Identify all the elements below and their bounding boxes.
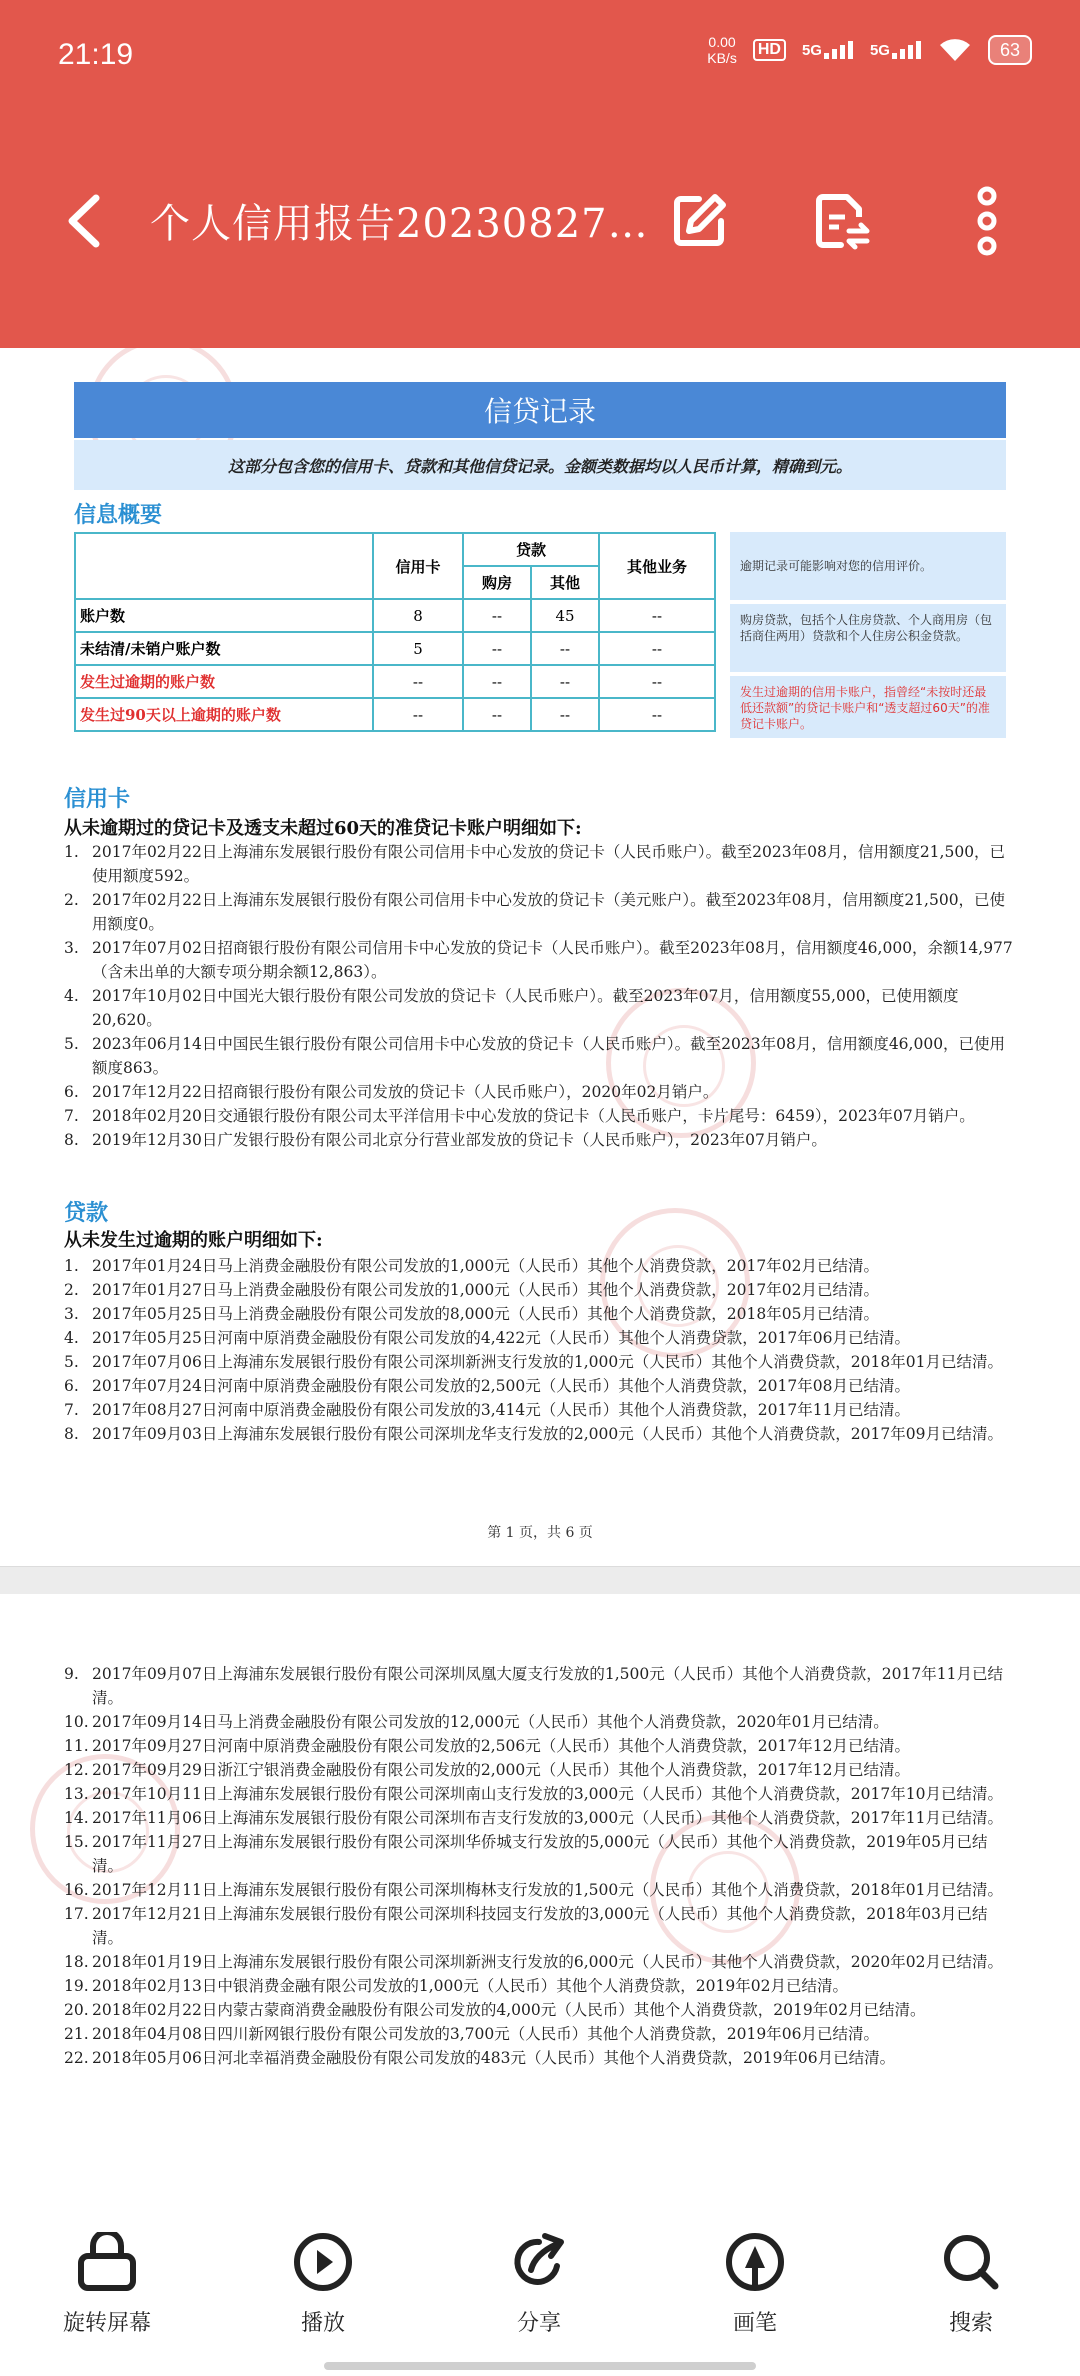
list-item-text: 2017年10月11日上海浦东发展银行股份有限公司深圳南山支行发放的3,000元（人民币）其他个人消费贷款，2017年10月已结清。 (92, 1785, 1003, 1803)
list-item: 8. 2017年09月03日上海浦东发展银行股份有限公司深圳龙华支行发放的2,000元（人民币）其他个人消费贷款，2017年09月已结清。 (64, 1422, 1014, 1446)
pen-button[interactable] (680, 2232, 830, 2337)
cell-other: -- (531, 665, 599, 698)
share-icon (509, 2232, 569, 2292)
net-speed-value: 0.00 (708, 34, 736, 50)
table-row (75, 665, 715, 698)
home-indicator[interactable] (324, 2362, 756, 2370)
cell-housing: -- (463, 632, 531, 665)
cell-other-business: -- (599, 632, 715, 665)
list-item-text: 2017年01月24日马上消费金融股份有限公司发放的1,000元（人民币）其他个人消费贷款，2017年02月已结清。 (92, 1257, 879, 1275)
list-item: 7. 2017年08月27日河南中原消费金融股份有限公司发放的3,414元（人民币）其他个人消费贷款，2017年11月已结清。 (64, 1398, 1014, 1422)
list-item-text: 2017年11月27日上海浦东发展银行股份有限公司深圳华侨城支行发放的5,000元（人民币）其他个人消费贷款，2019年05月已结清。 (92, 1833, 988, 1875)
list-item-text: 2023年06月14日中国民生银行股份有限公司信用卡中心发放的贷记卡（人民币账户）。截至2023年08月，信用额度46,000，已使用额度863。 (92, 1035, 1006, 1077)
table-row (75, 632, 715, 665)
list-item: 6. 2017年12月22日招商银行股份有限公司发放的贷记卡（人民币账户），2020年02月销户。 (64, 1080, 1014, 1104)
list-item: 9. 2017年09月07日上海浦东发展银行股份有限公司深圳凤凰大厦支行发放的1,500元（人民币）其他个人消费贷款，2017年11月已结清。 (64, 1662, 1014, 1710)
row-label: 发生过逾期的账户数 (75, 665, 373, 698)
share-label: 分享 (516, 2311, 561, 2336)
list-item: 10. 2017年09月14日马上消费金融股份有限公司发放的12,000元（人民币）其他个人消费贷款，2020年01月已结清。 (64, 1710, 1014, 1734)
cell-other-business: -- (599, 698, 715, 731)
list-item-text: 2017年09月07日上海浦东发展银行股份有限公司深圳凤凰大厦支行发放的1,500元（人民币）其他个人消费贷款，2017年11月已结清。 (92, 1665, 1003, 1707)
cell-housing: -- (463, 599, 531, 632)
list-item-text: 2017年07月06日上海浦东发展银行股份有限公司深圳新洲支行发放的1,000元（人民币）其他个人消费贷款，2018年01月已结清。 (92, 1353, 1003, 1371)
back-arrow-icon (54, 186, 114, 256)
rotate-screen-button[interactable] (32, 2232, 182, 2337)
cell-other: 45 (531, 599, 599, 632)
list-item: 4. 2017年10月02日中国光大银行股份有限公司发放的贷记卡（人民币账户）。截至2023年07月，信用额度55,000，已使用额度20,620。 (64, 984, 1014, 1032)
list-item: 3. 2017年05月25日马上消费金融股份有限公司发放的8,000元（人民币）其他个人消费贷款，2018年05月已结清。 (64, 1302, 1014, 1326)
list-item-text: 2017年09月14日马上消费金融股份有限公司发放的12,000元（人民币）其他个人消费贷款，2020年01月已结清。 (92, 1713, 889, 1731)
cell-housing: -- (463, 698, 531, 731)
loan-list (64, 1254, 1014, 1446)
list-item-text: 2018年02月22日内蒙古蒙商消费金融股份有限公司发放的4,000元（人民币）其他个人消费贷款，2019年02月已结清。 (92, 2001, 926, 2019)
list-item: 22. 2018年05月06日河北幸福消费金融股份有限公司发放的483元（人民币）其他个人消费贷款，2019年06月已结清。 (64, 2046, 1014, 2070)
edit-icon (669, 191, 729, 251)
rotate-screen-icon (75, 2232, 139, 2292)
search-icon (941, 2232, 1001, 2292)
cell-credit-card: -- (373, 698, 463, 731)
credit-card-section-title: 信用卡 (64, 787, 131, 812)
credit-record-title: 信贷记录 (74, 382, 1006, 438)
list-item-text: 2019年12月30日广发银行股份有限公司北京分行营业部发放的贷记卡（人民币账户），2023年07月销户。 (92, 1131, 827, 1149)
share-button[interactable] (464, 2232, 614, 2337)
list-item: 5. 2023年06月14日中国民生银行股份有限公司信用卡中心发放的贷记卡（人民币账户）。截至2023年08月，信用额度46,000，已使用额度863。 (64, 1032, 1014, 1080)
list-item: 19. 2018年02月13日中银消费金融有限公司发放的1,000元（人民币）其他个人消费贷款，2019年02月已结清。 (64, 1974, 1014, 1998)
list-item-text: 2017年12月21日上海浦东发展银行股份有限公司深圳科技园支行发放的3,000元（人民币）其他个人消费贷款，2018年03月已结清。 (92, 1905, 988, 1947)
list-item: 1. 2017年02月22日上海浦东发展银行股份有限公司信用卡中心发放的贷记卡（人民币账户）。截至2023年08月，信用额度21,500，已使用额度592。 (64, 840, 1014, 888)
loan-section-heading: 从未发生过逾期的账户明细如下: (64, 1230, 323, 1251)
list-item: 4. 2017年05月25日河南中原消费金融股份有限公司发放的4,422元（人民币）其他个人消费贷款，2017年06月已结清。 (64, 1326, 1014, 1350)
list-item-text: 2017年07月24日河南中原消费金融股份有限公司发放的2,500元（人民币）其他个人消费贷款，2017年08月已结清。 (92, 1377, 910, 1395)
page-separator (0, 1566, 1080, 1594)
list-item: 8. 2019年12月30日广发银行股份有限公司北京分行营业部发放的贷记卡（人民币账户），2023年07月销户。 (64, 1128, 1014, 1152)
list-item: 5. 2017年07月06日上海浦东发展银行股份有限公司深圳新洲支行发放的1,000元（人民币）其他个人消费贷款，2018年01月已结清。 (64, 1350, 1014, 1374)
list-item: 16. 2017年12月11日上海浦东发展银行股份有限公司深圳梅林支行发放的1,500元（人民币）其他个人消费贷款，2018年01月已结清。 (64, 1878, 1014, 1902)
note-housing-loan: 购房贷款，包括个人住房贷款、个人商用房（包括商住两用）贷款和个人住房公积金贷款。 (730, 604, 1006, 672)
list-item-text: 2017年09月29日浙江宁银消费金融股份有限公司发放的2,000元（人民币）其他个人消费贷款，2017年12月已结清。 (92, 1761, 910, 1779)
list-item: 15. 2017年11月27日上海浦东发展银行股份有限公司深圳华侨城支行发放的5,000元（人民币）其他个人消费贷款，2019年05月已结清。 (64, 1830, 1014, 1878)
play-button[interactable] (248, 2232, 398, 2337)
list-item-text: 2018年02月13日中银消费金融有限公司发放的1,000元（人民币）其他个人消费贷款，2019年02月已结清。 (92, 1977, 848, 1995)
list-item: 11. 2017年09月27日河南中原消费金融股份有限公司发放的2,506元（人民币）其他个人消费贷款，2017年12月已结清。 (64, 1734, 1014, 1758)
list-item-text: 2018年01月19日上海浦东发展银行股份有限公司深圳新洲支行发放的6,000元（人民币）其他个人消费贷款，2020年02月已结清。 (92, 1953, 1003, 1971)
list-item-text: 2018年02月20日交通银行股份有限公司太平洋信用卡中心发放的贷记卡（人民币账户，卡片尾号：6459），2023年07月销户。 (92, 1107, 975, 1125)
summary-table (74, 532, 716, 732)
list-item: 20. 2018年02月22日内蒙古蒙商消费金融股份有限公司发放的4,000元（人民币）其他个人消费贷款，2019年02月已结清。 (64, 1998, 1014, 2022)
table-row (75, 599, 715, 632)
cell-credit-card: 8 (373, 599, 463, 632)
signal-sim2-icon (870, 41, 922, 59)
search-button[interactable] (896, 2232, 1046, 2337)
loan-list-continued (64, 1662, 1014, 2070)
list-item-text: 2017年09月03日上海浦东发展银行股份有限公司深圳龙华支行发放的2,000元（人民币）其他个人消费贷款，2017年09月已结清。 (92, 1425, 1003, 1443)
more-options-button[interactable] (952, 186, 1022, 256)
list-item-text: 2017年11月06日上海浦东发展银行股份有限公司深圳布吉支行发放的3,000元（人民币）其他个人消费贷款，2017年11月已结清。 (92, 1809, 1003, 1827)
sim1-label: 5G (801, 42, 822, 59)
list-item: 2. 2017年01月27日马上消费金融股份有限公司发放的1,000元（人民币）其他个人消费贷款，2017年02月已结清。 (64, 1278, 1014, 1302)
cell-other: -- (531, 632, 599, 665)
list-item-text: 2017年05月25日马上消费金融股份有限公司发放的8,000元（人民币）其他个人消费贷款，2018年05月已结清。 (92, 1305, 879, 1323)
list-item-text: 2017年05月25日河南中原消费金融股份有限公司发放的4,422元（人民币）其他个人消费贷款，2017年06月已结清。 (92, 1329, 910, 1347)
list-item: 1. 2017年01月24日马上消费金融股份有限公司发放的1,000元（人民币）其他个人消费贷款，2017年02月已结清。 (64, 1254, 1014, 1278)
list-item: 14. 2017年11月06日上海浦东发展银行股份有限公司深圳布吉支行发放的3,000元（人民币）其他个人消费贷款，2017年11月已结清。 (64, 1806, 1014, 1830)
summary-title: 信息概要 (74, 503, 163, 528)
hd-icon: HD (753, 39, 786, 61)
play-icon (293, 2232, 353, 2292)
col-housing: 购房 (463, 566, 531, 599)
play-label: 播放 (300, 2311, 345, 2336)
list-item: 21. 2018年04月08日四川新网银行股份有限公司发放的3,700元（人民币）其他个人消费贷款，2019年06月已结清。 (64, 2022, 1014, 2046)
list-item: 12. 2017年09月29日浙江宁银消费金融股份有限公司发放的2,000元（人民币）其他个人消费贷款，2017年12月已结清。 (64, 1758, 1014, 1782)
list-item-text: 2018年04月08日四川新网银行股份有限公司发放的3,700元（人民币）其他个人消费贷款，2019年06月已结清。 (92, 2025, 879, 2043)
note-overdue-effect: 逾期记录可能影响对您的信用评价。 (730, 532, 1006, 600)
note-overdue-definition: 发生过逾期的信用卡账户，指曾经“未按时还最低还款额”的贷记卡账户和“透支超过60天”的准贷记卡账户。 (730, 676, 1006, 738)
app-header (0, 0, 1080, 348)
list-item-text: 2017年08月27日河南中原消费金融股份有限公司发放的3,414元（人民币）其他个人消费贷款，2017年11月已结清。 (92, 1401, 910, 1419)
edit-button[interactable] (664, 186, 734, 256)
list-item: 17. 2017年12月21日上海浦东发展银行股份有限公司深圳科技园支行发放的3,000元（人民币）其他个人消费贷款，2018年03月已结清。 (64, 1902, 1014, 1950)
list-item-text: 2017年12月11日上海浦东发展银行股份有限公司深圳梅林支行发放的1,500元（人民币）其他个人消费贷款，2018年01月已结清。 (92, 1881, 1003, 1899)
battery-indicator: 63 (988, 35, 1032, 65)
cell-other-business: -- (599, 599, 715, 632)
list-item: 7. 2018年02月20日交通银行股份有限公司太平洋信用卡中心发放的贷记卡（人民币账户，卡片尾号：6459），2023年07月销户。 (64, 1104, 1014, 1128)
list-item: 13. 2017年10月11日上海浦东发展银行股份有限公司深圳南山支行发放的3,000元（人民币）其他个人消费贷款，2017年10月已结清。 (64, 1782, 1014, 1806)
list-item: 3. 2017年07月02日招商银行股份有限公司信用卡中心发放的贷记卡（人民币账户）。截至2023年08月，信用额度46,000，余额14,977（含未出单的大额专项分期余额12,863）。 (64, 936, 1014, 984)
list-item-text: 2018年05月06日河北幸福消费金融股份有限公司发放的483元（人民币）其他个人消费贷款，2019年06月已结清。 (92, 2049, 896, 2067)
rotate-screen-label: 旋转屏幕 (62, 2311, 151, 2336)
back-button[interactable] (54, 186, 114, 256)
page-number-footer: 第 1 页，共 6 页 (487, 1525, 593, 1541)
signal-sim1-icon (802, 41, 854, 59)
row-label: 账户数 (75, 599, 373, 632)
credit-card-list (64, 840, 1014, 1152)
cell-credit-card: -- (373, 665, 463, 698)
bottom-toolbar (0, 2182, 1080, 2376)
net-speed (707, 34, 737, 66)
list-item-text: 2017年09月27日河南中原消费金融股份有限公司发放的2,506元（人民币）其他个人消费贷款，2017年12月已结清。 (92, 1737, 910, 1755)
cell-other-business: -- (599, 665, 715, 698)
cell-housing: -- (463, 665, 531, 698)
list-item-text: 2017年02月22日上海浦东发展银行股份有限公司信用卡中心发放的贷记卡（人民币账户）。截至2023年08月，信用额度21,500，已使用额度592。 (92, 843, 1006, 885)
col-credit-card: 信用卡 (373, 533, 463, 599)
status-icons (707, 34, 1032, 66)
row-label: 发生过90天以上逾期的账户数 (75, 698, 373, 731)
cell-other: -- (531, 698, 599, 731)
list-item: 2. 2017年02月22日上海浦东发展银行股份有限公司信用卡中心发放的贷记卡（美元账户）。截至2023年08月，信用额度21,500，已使用额度0。 (64, 888, 1014, 936)
row-label: 未结清/未销户账户数 (75, 632, 373, 665)
list-item-text: 2017年02月22日上海浦东发展银行股份有限公司信用卡中心发放的贷记卡（美元账户）。截至2023年08月，信用额度21,500，已使用额度0。 (92, 891, 1006, 933)
col-other-business: 其他业务 (599, 533, 715, 599)
table-corner (75, 533, 373, 599)
pen-label: 画笔 (732, 2311, 777, 2336)
search-label: 搜索 (948, 2311, 993, 2336)
col-loan: 贷款 (463, 533, 599, 566)
list-item-text: 2017年01月27日马上消费金融股份有限公司发放的1,000元（人民币）其他个人消费贷款，2017年02月已结清。 (92, 1281, 879, 1299)
cell-credit-card: 5 (373, 632, 463, 665)
table-row (75, 698, 715, 731)
col-other: 其他 (531, 566, 599, 599)
wifi-icon (938, 37, 972, 63)
net-speed-unit: KB/s (707, 50, 737, 66)
document-title: 个人信用报告20230827… (150, 201, 649, 247)
list-item: 18. 2018年01月19日上海浦东发展银行股份有限公司深圳新洲支行发放的6,000元（人民币）其他个人消费贷款，2020年02月已结清。 (64, 1950, 1014, 1974)
pen-icon (725, 2232, 785, 2292)
status-time: 21:19 (58, 38, 134, 71)
file-convert-button[interactable] (806, 186, 876, 256)
list-item-text: 2017年12月22日招商银行股份有限公司发放的贷记卡（人民币账户），2020年02月销户。 (92, 1083, 719, 1101)
credit-card-section-heading: 从未逾期过的贷记卡及透支未超过60天的准贷记卡账户明细如下: (64, 818, 582, 839)
sim2-label: 5G (869, 42, 890, 59)
loan-section-title: 贷款 (64, 1201, 109, 1226)
more-vertical-icon (967, 186, 1007, 256)
file-convert-icon (811, 191, 871, 251)
list-item: 6. 2017年07月24日河南中原消费金融股份有限公司发放的2,500元（人民币）其他个人消费贷款，2017年08月已结清。 (64, 1374, 1014, 1398)
list-item-text: 2017年07月02日招商银行股份有限公司信用卡中心发放的贷记卡（人民币账户）。截至2023年08月，信用额度46,000，余额14,977（含未出单的大额专项分期余额12,863）。 (92, 939, 1013, 981)
credit-record-subtitle: 这部分包含您的信用卡、贷款和其他信贷记录。金额类数据均以人民币计算，精确到元。 (74, 440, 1006, 490)
list-item-text: 2017年10月02日中国光大银行股份有限公司发放的贷记卡（人民币账户）。截至2023年07月，信用额度55,000，已使用额度20,620。 (92, 987, 959, 1029)
